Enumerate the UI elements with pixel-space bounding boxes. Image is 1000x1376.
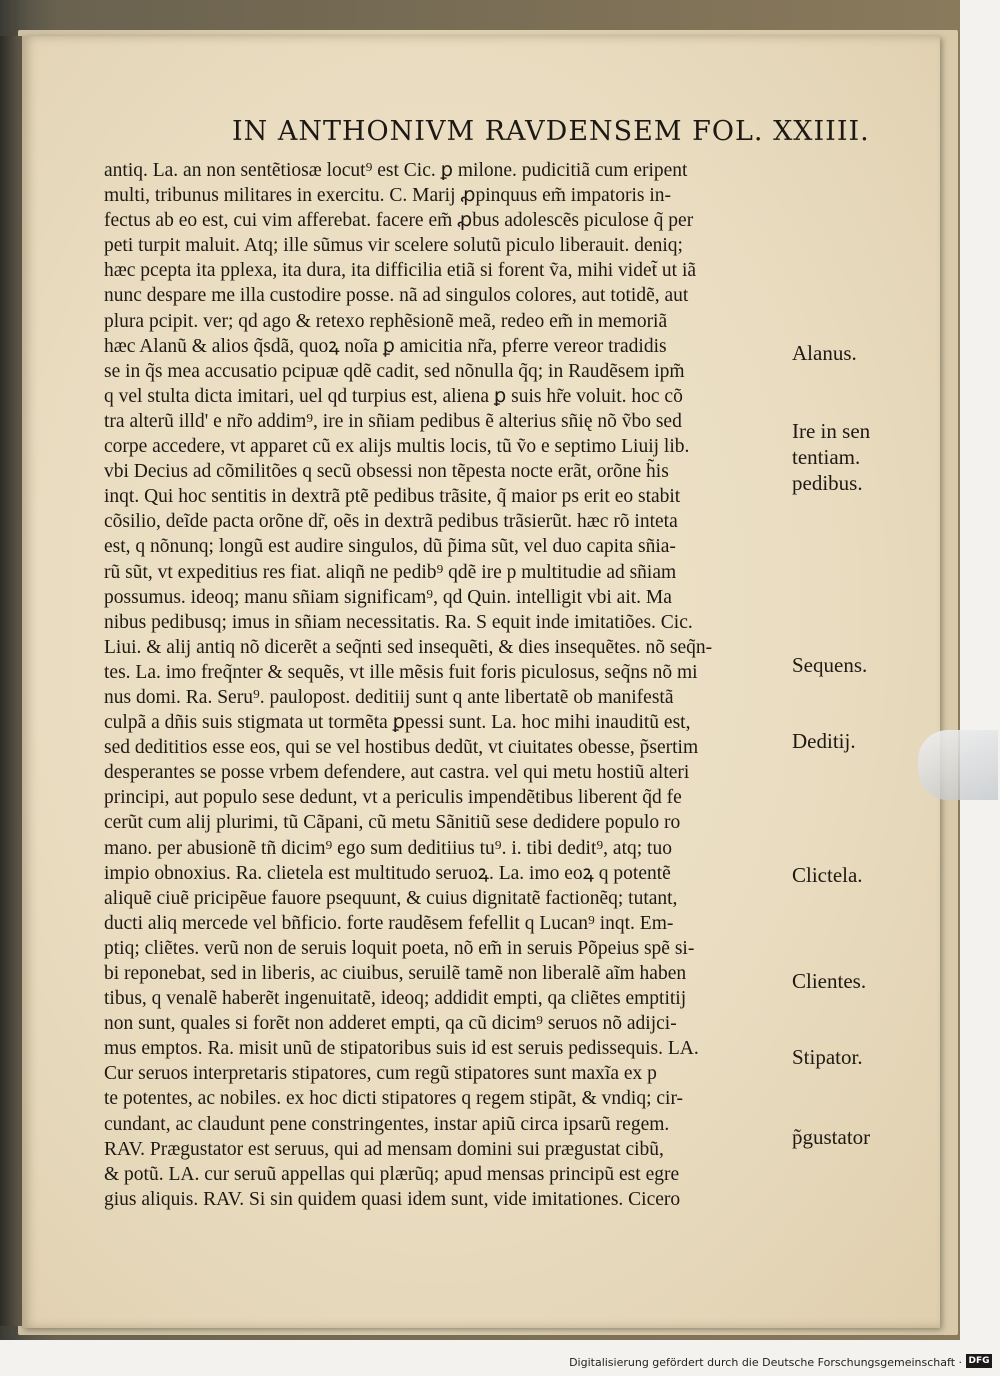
text-line: cerũt cum alij plurimi, tũ Cãpani, cũ metu Sãnitiũ sese dedidere populo ro	[104, 812, 681, 834]
text-line: corpe accedere, vt apparet cũ ex alijs multis locis, tũ ṽo e septimo Liuij lib.	[104, 436, 690, 458]
text-line: possumus. ideoq; manu sñiam significam⁹, qd Quin. intelligit vbi ait. Ma	[104, 586, 672, 608]
text-line: rũ sũt, vt expeditius res fiat. aliqñ ne pedib⁹ qdẽ ire p multitudie ad sñiam	[104, 561, 677, 583]
body-text	[104, 158, 790, 1212]
dfg-logo: DFG	[966, 1354, 992, 1368]
text-line: sed dedititios esse eos, qui se vel hostibus dedũt, vt ciuitates obesse, p̃sertim	[104, 737, 699, 759]
page-header: IN ANTHONIVM RAVDENSEM FOL. XXIIII.	[232, 116, 870, 147]
text-line: nibus pedibusq; imus in sñiam necessitatis. Ra. S equit inde imitatiões. Cic.	[104, 611, 693, 633]
margin-note: Sequens.	[792, 653, 868, 677]
book-gutter	[0, 36, 24, 1326]
text-line: hæc pcepta ita pplexa, ita dura, ita difficilia etiã si forent ṽa, mihi videt̃ ut iã	[104, 260, 697, 282]
text-line: mano. per abusionẽ tñ dicim⁹ ego sum deditiius tu⁹. i. tibi dedit⁹, atq; tuo	[104, 837, 672, 859]
text-line: Liui. & alij antiq nõ dicerẽt a seq̃nti sed insequẽti, & dies insequẽtes. nõ seq̃n-	[104, 636, 713, 658]
footer-credit: Digitalisierung gefördert durch die Deutsche Forschungsgemeinschaft ·	[569, 1356, 962, 1369]
text-line: se in q̃s mea accusatio pcipuæ qdẽ cadit, sed nõnulla q̃q; in Raudẽsem ipm̃	[104, 360, 685, 382]
text-line: gius aliquis. RAV. Si sin quidem quasi idem sunt, vide imitationes. Cicero	[104, 1188, 681, 1210]
margin-note: Stipator.	[792, 1045, 863, 1069]
text-line: nus domi. Ra. Seru⁹. paulopost. deditiij sunt q ante libertatẽ ob manifestã	[104, 686, 674, 708]
text-line: plura pcipit. ver; qd ago & retexo rephẽsionẽ meã, redeo em̃ in memoriã	[104, 310, 668, 332]
text-line: culpã a dñis suis stigmata ut tormẽta ꝑpessi sunt. La. hoc mihi inauditũ est,	[104, 712, 691, 734]
text-line: antiq. La. an non sentẽtiosæ locut⁹ est Cic. ꝑ milone. pudicitiã cum eripent	[104, 160, 688, 181]
text-line: ducti aliq mercede vel bñficio. forte raudẽsem fefellit q Lucan⁹ inqt. Em-	[104, 912, 674, 934]
text-line: & potũ. LA. cur seruũ appellas qui plærũq; apud mensas principũ est egre	[104, 1163, 680, 1185]
text-line: vbi Decius ad cõmilitões q secũ obsessi non tẽpesta nocte erãt, orõne h̃is	[104, 461, 669, 483]
text-line: q vel stulta dicta imitari, uel qd turpius est, aliena ꝑ suis hr̃e voluit. hoc cõ	[104, 385, 683, 407]
margin-note: Deditij.	[792, 729, 856, 753]
text-line: tibus, q venalẽ haberẽt ingenuitatẽ, ideoq; addidit empti, qa cliẽtes emptitij	[104, 988, 687, 1010]
text-line: bi reponebat, sed in liberis, ac ciuibus, seruilẽ tamẽ non liberalẽ aĩm haben	[104, 963, 687, 984]
text-line: peti turpit maluit. Atq; ille sũmus vir scelere solutũ piculo liberauit. deniq;	[104, 235, 683, 257]
text-line: tes. La. imo freq̃nter & sequẽs, vt ille mẽsis fuit foris piculosus, seq̃ns nõ mi	[104, 661, 698, 683]
text-line: cundant, ac claudunt pene constringentes, instar apiũ circa ipsarũ regem.	[104, 1113, 670, 1135]
text-line: fectus ab eo est, cui vim afferebat. facere em̃ ꝓbus adolescẽs piculose q̃ per	[104, 210, 694, 232]
text-line: tra alterũ illd' e nr̃o addim⁹, ire in sñiam pedibus ẽ alterius sñię nõ ṽbo sed	[104, 410, 682, 432]
text-line: principi, aut populo sese dedunt, vt a periculis impendẽtibus liberent q̃d fe	[104, 787, 682, 809]
text-line: ptiq; cliẽtes. verũ non de seruis loquit poeta, nõ em̃ in seruis Põpeius spẽ si-	[104, 937, 695, 959]
margin-note: Clictela.	[792, 863, 863, 887]
text-line: mus emptos. Ra. misit unũ de stipatoribus suis id est seruis pedissequis. LA.	[104, 1038, 699, 1060]
margin-note: Ire in sen	[792, 419, 871, 443]
margin-note: pedibus.	[792, 471, 863, 495]
text-line: impio obnoxius. Ra. clietela est multitudo seruoꝝ. La. imo eoꝝ q potentẽ	[104, 862, 671, 884]
text-line: nunc despare me illa custodire posse. nã ad singulos colores, aut totidẽ, aut	[104, 285, 689, 307]
margin-note: Clientes.	[792, 969, 867, 993]
text-line: RAV. Prægustator est seruus, qui ad mensam domini sui prægustat cibũ,	[104, 1138, 664, 1160]
text-line: Cur seruos interpretaris stipatores, cum regũ stipatores sunt maxĩa ex p	[104, 1063, 657, 1085]
text-line: multi, tribunus militares in exercitu. C. Marij ꝓpinquus em̃ impatoris in-	[104, 185, 671, 207]
text-line: est, q nõnunq; longũ est audire singulos, dũ p̃ima sũt, vel duo capita sñia-	[104, 536, 676, 558]
text-line: aliquẽ ciuẽ pricipẽue fauore psequunt, & cuius dignitatẽ factionẽq; tutant,	[104, 887, 678, 909]
text-line: inqt. Qui hoc sentitis in dextrã ptẽ pedibus trãsite, q̃ maior ps erit eo stabit	[104, 486, 681, 508]
margin-note: Alanus.	[792, 341, 857, 365]
text-line: te potentes, ac nobiles. ex hoc dicti stipatores q regem stipãt, & vndiq; cir-	[104, 1088, 684, 1110]
text-line: cõsilio, deĩde pacta orõne dr̃, oẽs in dextrã pedibus trãsierũt. hæc rõ inteta	[104, 511, 678, 533]
text-line: desperantes se posse vrbem defendere, aut castra. vel qui metu hostiũ alteri	[104, 762, 690, 784]
text-line: hæc Alanũ & alios q̃sdã, quoꝝ noĩa ꝑ amicitia nr̃a, pferre vereor tradidis	[104, 335, 667, 357]
margin-note: p̃gustator	[792, 1125, 871, 1149]
text-line: non sunt, quales si forẽt non adderet empti, qa cũ dicim⁹ seruos nõ adijci-	[104, 1013, 677, 1035]
margin-note: tentiam.	[792, 445, 861, 469]
page-clip	[918, 730, 998, 800]
